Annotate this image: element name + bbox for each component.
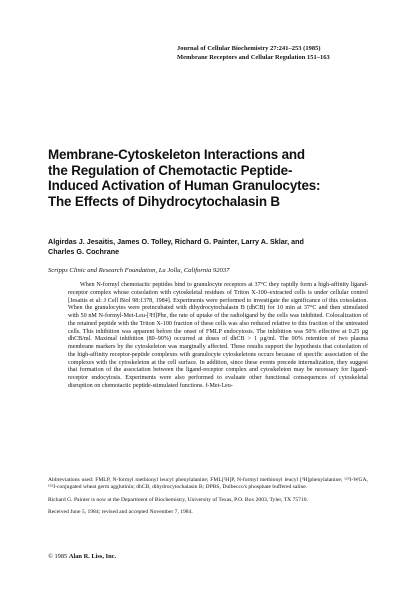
title-line: the Regulation of Chemotactic Peptide- <box>48 162 293 178</box>
abstract-text: When N-formyl chemotactic peptides bind to granulocyte receptors at 37°C they rapidly form a high-affinity ligand-receptor complex whose coisolation with cytoskeletal residues of Triton X-100–extracted cells is under cellular control [Jesaitis et al: J Cell Biol 98:1378, 1984]. Experiments were performed to investigate the significance of this coisolation. When the granulocytes were preincubated with dihydrocytochalasin B (dhCB) for 10 min at 37°C and then stimulated with 50 nM N-formyl-Met-Leu-[³H]Phe, the rate of uptake of the radioligand by the cells was inhibited. Colocalization of the retained peptide with the Triton X-100 fraction of these cells was also reduced relative to this fraction of the untreated cells. This inhibition was apparent before the onset of FMLP endocytosis. The inhibition was 50% effective at 0.25 µg dhCB/ml. Maximal inhibition (80–90%) occurred at doses of dhCB > 1 µg/ml. The 90% retention of two plasma membrane markers by the cytoskeleton was marginally affected. These results support the hypothesis that coisolation of the high-affinity receptor-peptide complexes with granulocyte cytoskeletons occurs because of specific association of the complexes with the cytoskeleton at the cell surface. In addition, since these events precede internalization, they suggest that formation of the association between the ligand-receptor complex and cytoskeleton may be necessary for ligand-receptor endocytosis. Experiments were also performed to evaluate other functional consequences of cytoskeletal disruption on chemotactic peptide-stimulated functions. f-Met-Leu- <box>68 282 368 389</box>
journal-header <box>177 45 392 62</box>
article-title <box>48 147 388 209</box>
series-citation: Membrane Receptors and Cellular Regulation 151–163 <box>177 53 330 61</box>
abstract <box>68 282 368 391</box>
affiliation: Scripps Clinic and Research Foundation, La Jolla, California 92037 <box>48 267 230 274</box>
author-address-note: Richard G. Painter is now at the Department of Biochemistry, University of Texas, P.O. Box 2003, Tyler, TX 75710. <box>48 496 308 503</box>
abbreviations-note: Abbreviations used: FMLP, N-formyl methionyl leucyl phenylalanine; FML[³H]P, N-formyl methionyl leucyl [³H]phenylalanine; ¹²⁵I-WGA, ¹²⁵I-conjugated wheat germ agglutinin; dhCB, dihydrocytochalasin B; DPBS, Dulbecco's phosphate buffered saline. <box>48 477 368 491</box>
copyright-line <box>48 553 116 560</box>
author-list <box>48 237 368 257</box>
title-line: Membrane-Cytoskeleton Interactions and <box>48 147 305 162</box>
author-line: Charles G. Cochrane <box>48 246 120 256</box>
author-line: Algirdas J. Jesaitis, James O. Tolley, Richard G. Painter, Larry A. Sklar, and <box>48 237 304 246</box>
copyright-prefix: © 1985 <box>48 553 69 560</box>
title-line: The Effects of Dihydrocytochalasin B <box>48 193 280 209</box>
publisher-name: Alan R. Liss, Inc. <box>68 553 117 560</box>
received-date: Received June 5, 1984; revised and accepted November 7, 1984. <box>48 509 193 516</box>
journal-citation: Journal of Cellular Biochemistry 27:241–253 (1985) <box>177 45 321 52</box>
footnotes <box>48 477 368 522</box>
title-line: Induced Activation of Human Granulocytes: <box>48 178 321 194</box>
